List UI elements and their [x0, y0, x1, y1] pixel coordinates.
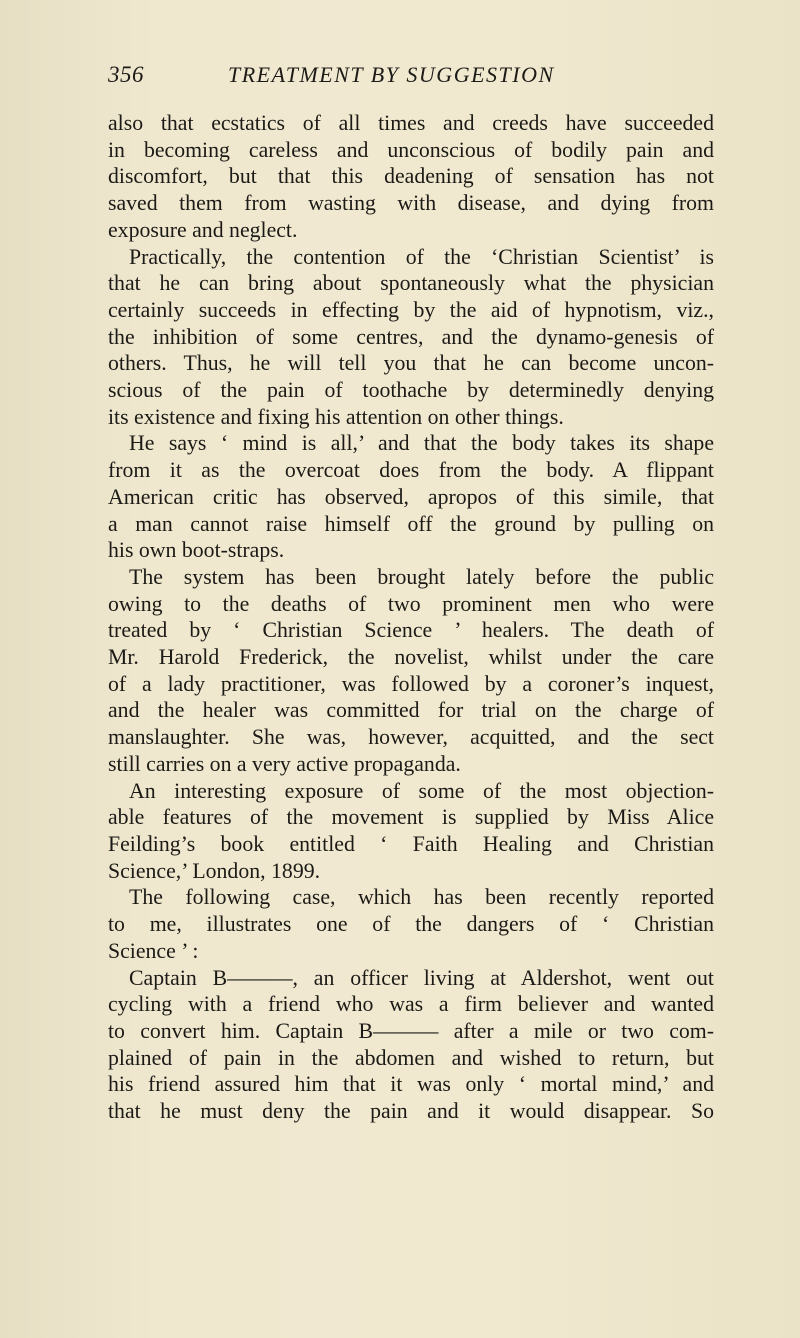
text-line: manslaughter. She was, however, acquitted, and the sect — [108, 725, 714, 750]
text-line: cycling with a friend who was a firm believer and wanted — [108, 992, 714, 1017]
paragraph-start-line: Captain B———, an officer living at Aldershot, went out — [129, 965, 714, 990]
text-line: also that ecstatics of all times and creeds have succeeded — [108, 111, 714, 135]
paragraph-start-line: An interesting exposure of some of the most objection- — [129, 778, 714, 803]
text-line: saved them from wasting with disease, and dying from — [108, 191, 714, 216]
text-line: in becoming careless and unconscious of bodily pain and — [108, 137, 714, 162]
text-line: scious of the pain of toothache by determinedly denying — [108, 378, 714, 403]
paragraph-start-line: He says ‘ mind is all,’ and that the body takes its shape — [129, 431, 714, 456]
page-header — [108, 62, 608, 92]
text-line: American critic has observed, apropos of this simile, that — [108, 484, 714, 509]
text-line: the inhibition of some centres, and the dynamo-genesis of — [108, 324, 714, 349]
text-line: plained of pain in the abdomen and wished to return, but — [108, 1045, 714, 1070]
text-line: Feilding’s book entitled ‘ Faith Healing and Christian — [108, 831, 714, 856]
running-head: TREATMENT BY SUGGESTION — [228, 62, 555, 87]
text-line: from it as the overcoat does from the body. A flippant — [108, 458, 714, 483]
text-line: treated by ‘ Christian Science ’ healers. The death of — [108, 618, 714, 643]
paragraph-start-line: The following case, which has been recently reported — [129, 885, 714, 910]
text-line: his own boot-straps. — [108, 538, 285, 563]
text-line: able features of the movement is supplied by Miss Alice — [108, 805, 714, 830]
text-line: to me, illustrates one of the dangers of ‘ Christian — [108, 912, 714, 937]
body-text — [108, 110, 714, 1125]
text-line: to convert him. Captain B——— after a mile or two com- — [108, 1018, 714, 1043]
text-line: and the healer was committed for trial on the charge of — [108, 698, 714, 723]
text-line: his friend assured him that it was only ‘ mortal mind,’ and — [108, 1072, 714, 1097]
paragraph-start-line: The system has been brought lately before the public — [129, 564, 714, 589]
text-line: that he can bring about spontaneously what the physician — [108, 271, 714, 296]
text-line: that he must deny the pain and it would disappear. So — [108, 1099, 714, 1124]
text-line: certainly succeeds in effecting by the aid of hypnotism, viz., — [108, 297, 714, 322]
text-line: Science,’ London, 1899. — [108, 858, 321, 883]
text-line: a man cannot raise himself off the ground by pulling on — [108, 511, 714, 536]
text-line: owing to the deaths of two prominent men who were — [108, 591, 714, 616]
text-line: of a lady practitioner, was followed by a coroner’s inquest, — [108, 671, 714, 696]
text-line: others. Thus, he will tell you that he can become uncon- — [108, 351, 714, 376]
paragraph-start-line: Practically, the contention of the ‘Christian Scientist’ is — [129, 244, 714, 269]
page-number: 356 — [108, 62, 144, 87]
text-line: its existence and fixing his attention on other things. — [108, 404, 564, 429]
text-line: discomfort, but that this deadening of sensation has not — [108, 164, 714, 189]
text-line: Science ’ : — [108, 938, 199, 963]
text-line: still carries on a very active propaganda. — [108, 751, 461, 776]
text-line: Mr. Harold Frederick, the novelist, whilst under the care — [108, 645, 714, 670]
text-line: exposure and neglect. — [108, 217, 298, 242]
